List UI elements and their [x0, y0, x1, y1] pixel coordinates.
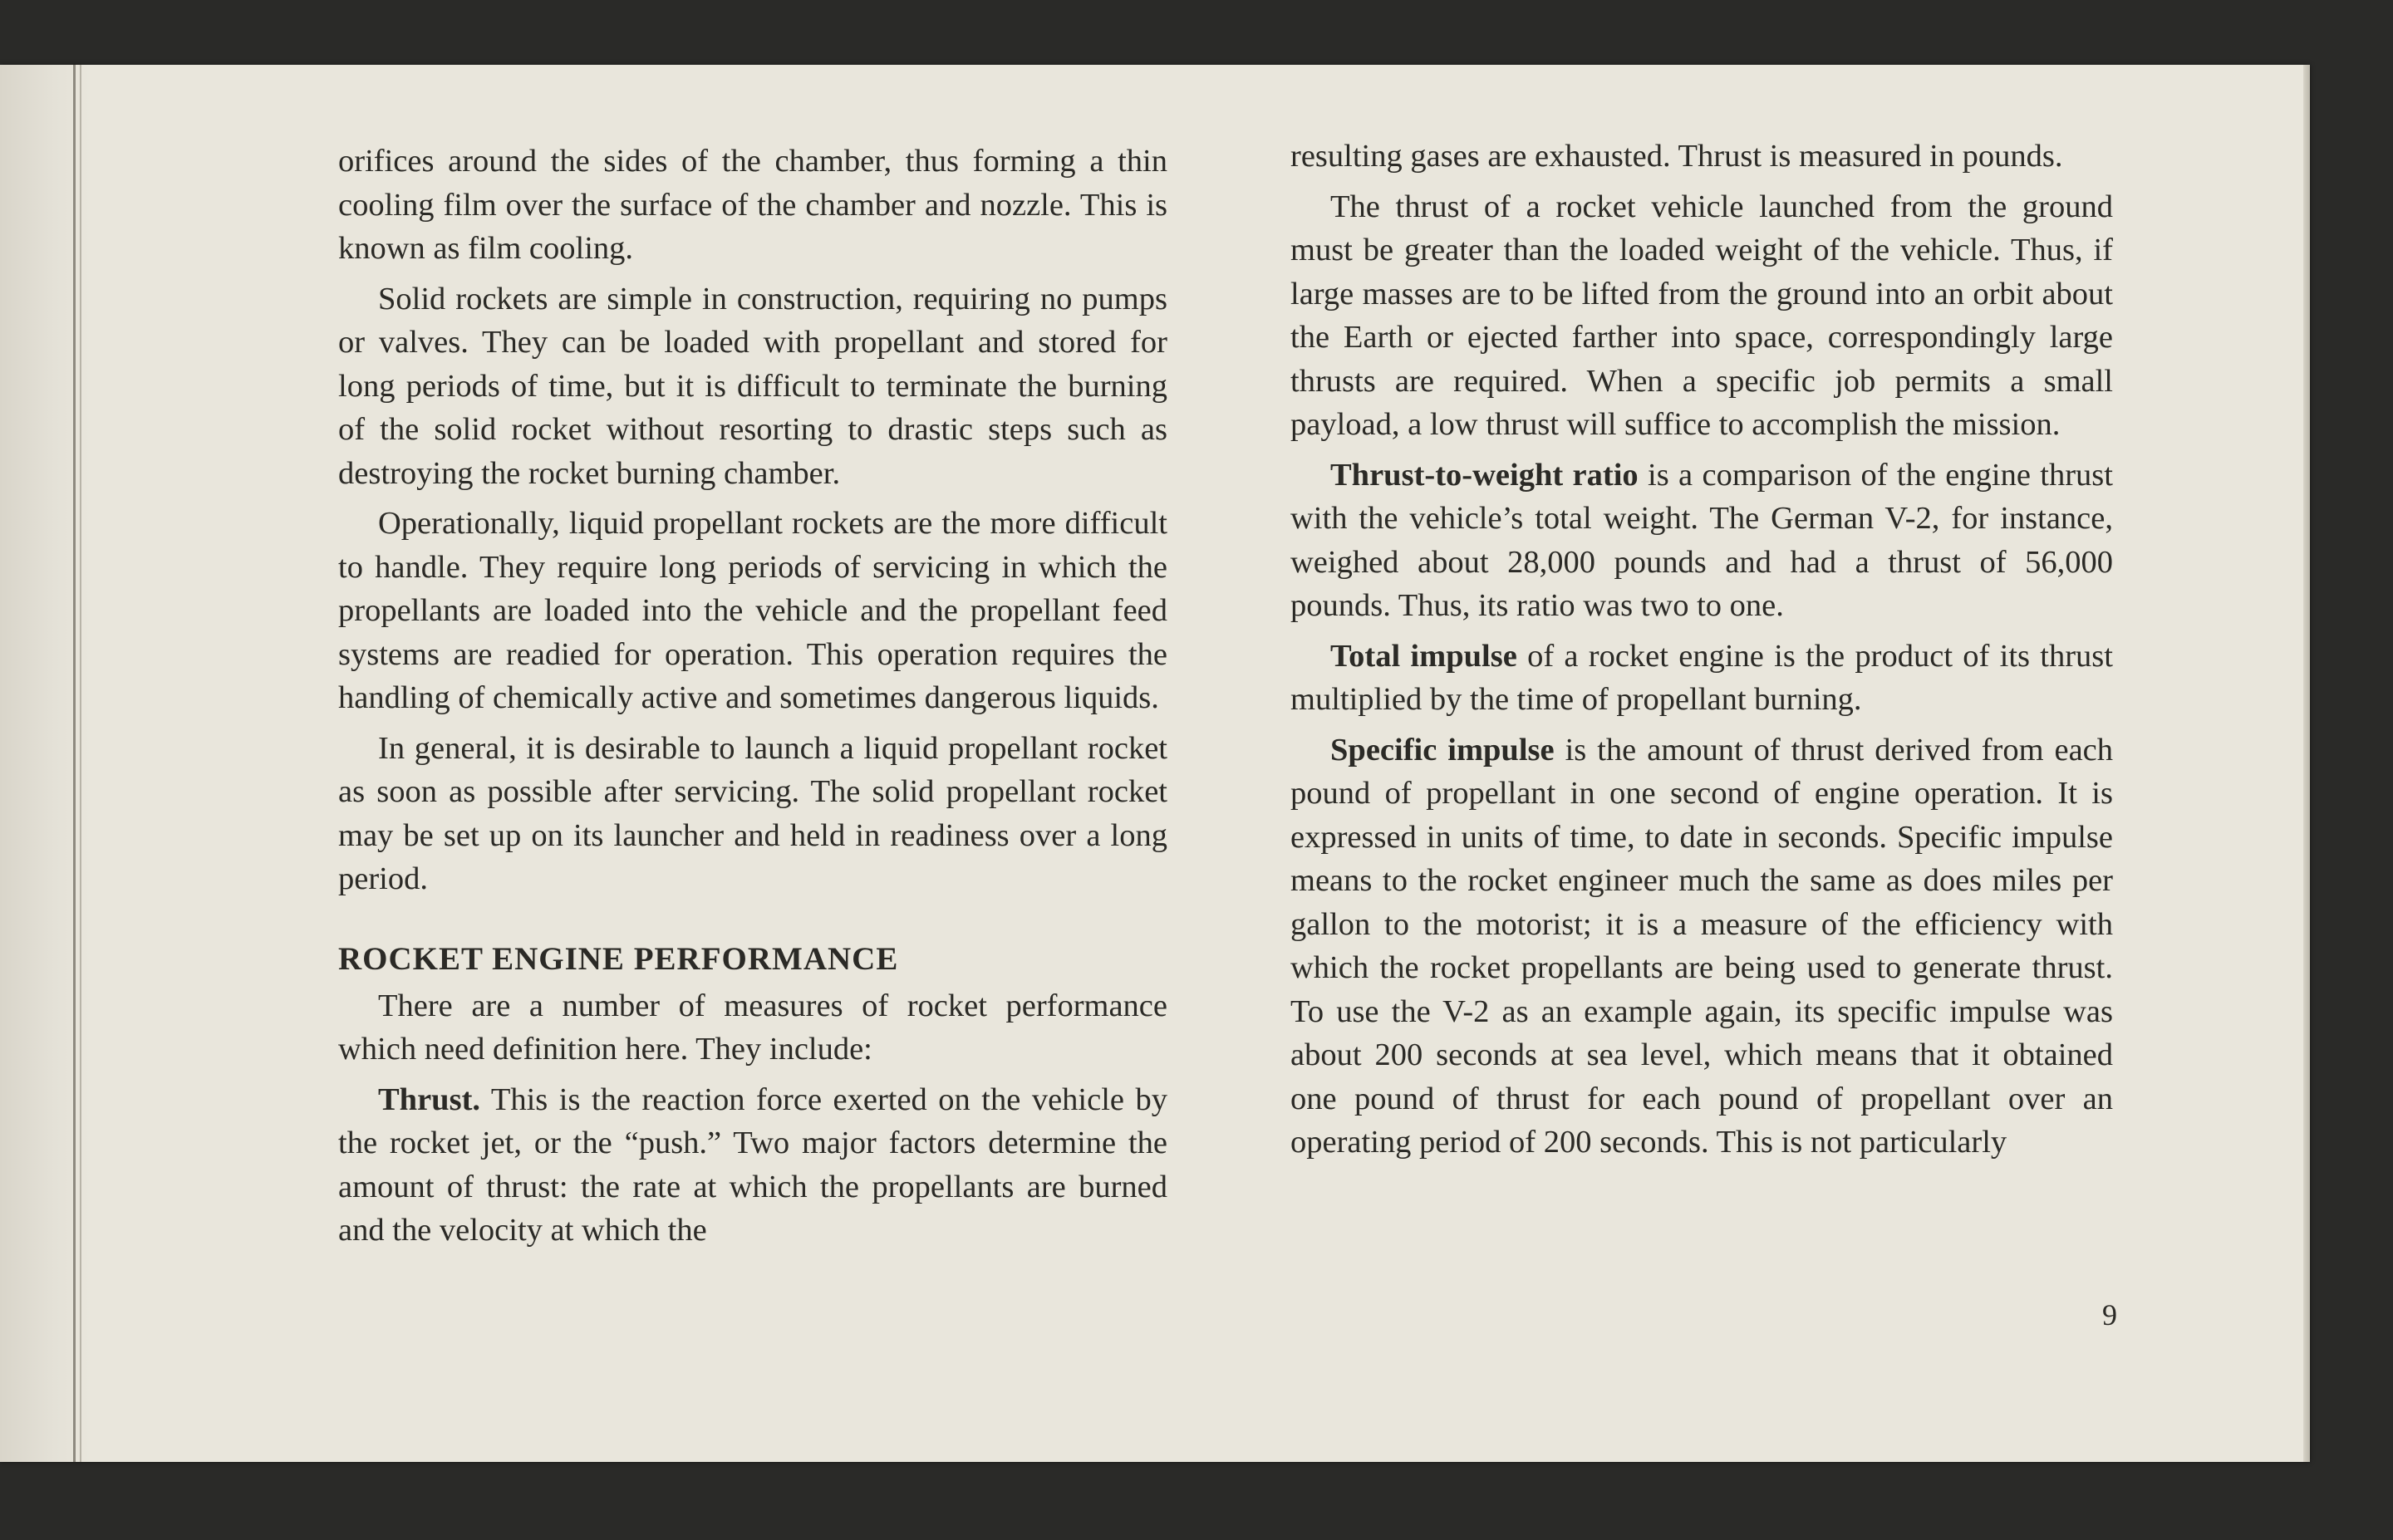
paragraph-total-impulse — [1290, 635, 2113, 722]
paragraph: In general, it is desirable to launch a liquid propellant rocket as soon as possible after servicing. The solid propellant rocket may be set up on its launcher and held in readiness over a long period. — [338, 730, 1167, 896]
page-number: 9 — [2102, 1298, 2117, 1332]
gutter-line-inner — [80, 65, 81, 1462]
term-specific-impulse: Specific impulse — [1330, 732, 1555, 768]
paragraph: orifices around the sides of the chamber, thus forming a thin cooling film over the surface of the chamber and nozzle. This is known as film cooling. — [338, 144, 1167, 266]
term-thrust: Thrust. — [378, 1081, 481, 1117]
definition-specific-impulse: is the amount of thrust derived from each pound of propellant in one second of engine operation. It is expressed in units of time, to date in seconds. Specific impulse means to the rocket engineer much the same as does miles per gallon to the motorist; it is a measure of the efficiency with which the rocket propellants are being used to generate thrust. To use the V-2 as an example again, its specific impulse was about 200 seconds at sea level, which means that it obtained one pound of thrust for each pound of propellant over an operating period of 200 seconds. This is not particularly — [1290, 732, 2113, 1160]
paragraph: There are a number of measures of rocket performance which need definition here. They include: — [338, 988, 1167, 1067]
gutter-shade — [0, 65, 91, 1462]
paragraph-specific-impulse — [1290, 728, 2113, 1165]
paragraph: Operationally, liquid propellant rockets are the more difficult to handle. They require long periods of servicing in which the propellants are loaded into the vehicle and the propellant feed systems are readied for operation. This operation requires the handling of chemically active and sometimes dangerous liquids. — [338, 506, 1167, 715]
left-column — [338, 140, 1167, 1259]
paragraph: Solid rockets are simple in construction, requiring no pumps or valves. They can be loaded with propellant and stored for long periods of time, but it is difficult to terminate the burning of the solid rocket without resorting to drastic steps such as destroying the rocket burning chamber. — [338, 281, 1167, 491]
right-column — [1290, 135, 2113, 1171]
term-thrust-to-weight: Thrust-to-weight ratio — [1330, 457, 1639, 493]
paragraph: resulting gases are exhausted. Thrust is measured in pounds. — [1290, 139, 2063, 174]
paragraph-thrust-to-weight — [1290, 454, 2113, 628]
gutter-line — [73, 65, 76, 1462]
definition-total-impulse: of a rocket engine is the product of its thrust multiplied by the time of propellant burning. — [1290, 638, 2113, 717]
definition-thrust-to-weight: is a comparison of the engine thrust with the vehicle’s total weight. The German V-2, for instance, weighed about 28,000 pounds and had a thrust of 56,000 pounds. Thus, its ratio was two to one. — [1290, 457, 2113, 623]
term-total-impulse: Total impulse — [1330, 638, 1517, 674]
page-edge — [2303, 65, 2310, 1462]
paragraph-thrust — [338, 1078, 1167, 1253]
section-heading: ROCKET ENGINE PERFORMANCE — [338, 940, 899, 977]
definition-thrust: This is the reaction force exerted on the vehicle by the rocket jet, or the “push.” Two major factors determine the amount of thrust: the rate at which the propellants are burned and the velocity at which the — [338, 1081, 1167, 1248]
paragraph: The thrust of a rocket vehicle launched from the ground must be greater than the loaded weight of the vehicle. Thus, if large masses are to be lifted from the ground into an orbit about the Earth or ejected farther into space, correspondingly large thrusts are required. When a specific job permits a small payload, a low thrust will suffice to accomplish the mission. — [1290, 189, 2113, 442]
